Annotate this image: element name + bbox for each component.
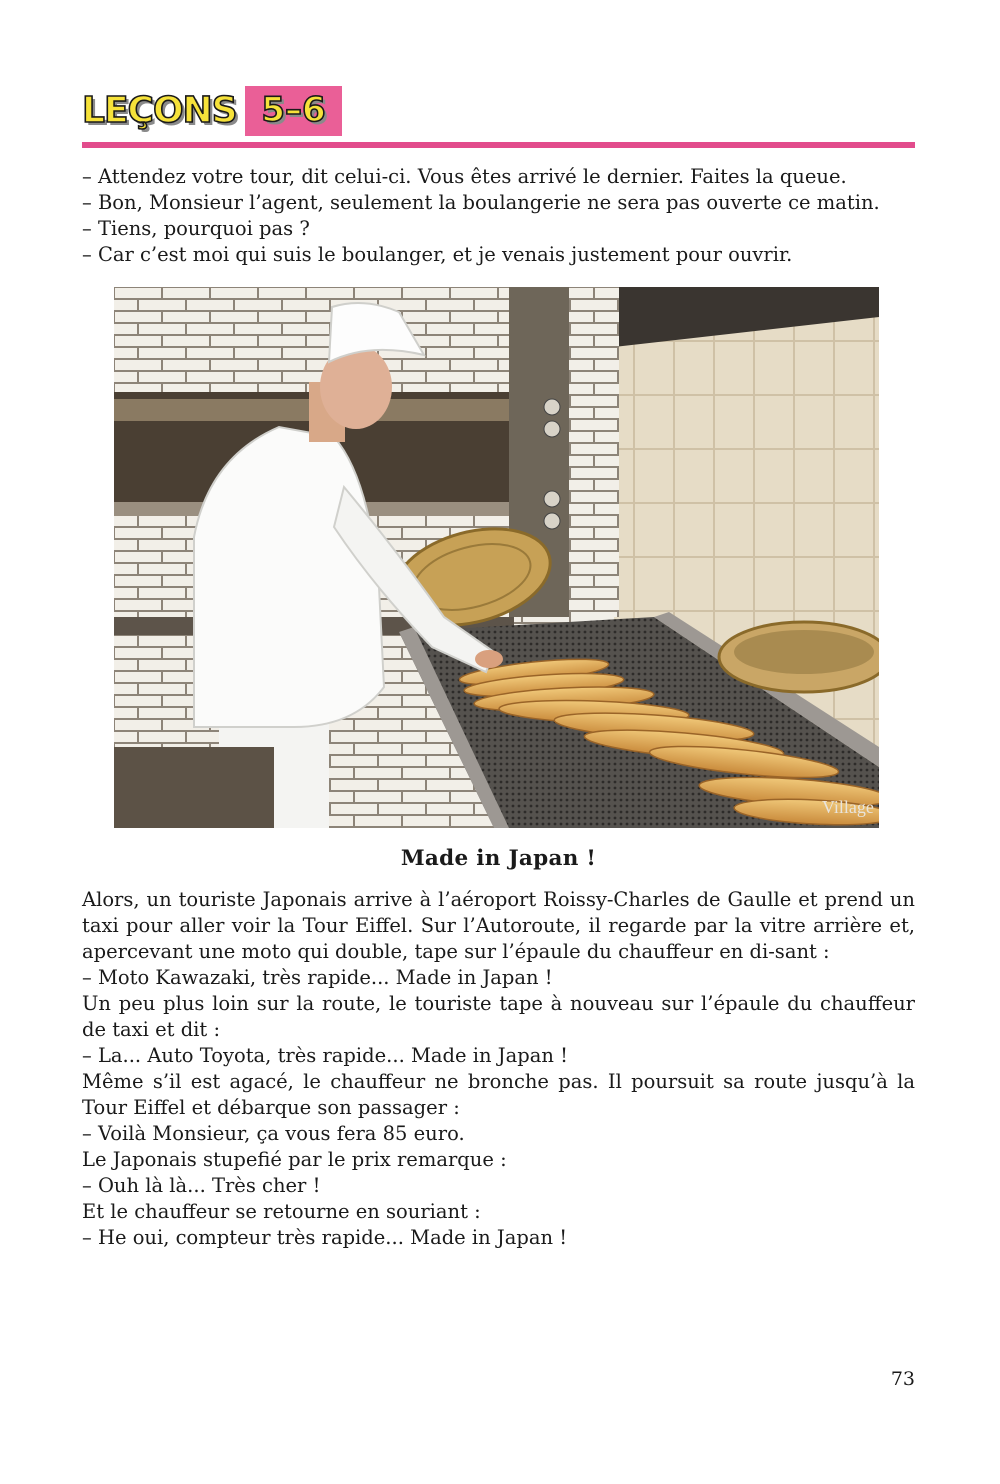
header-rule <box>82 142 915 148</box>
story-paragraph: Un peu plus loin sur la route, le touriste tape à nouveau sur l’épaule du chauffeur de taxi et dit : <box>82 992 915 1041</box>
story-paragraph: Le Japonais stupefié par le prix remarque : <box>82 1148 507 1171</box>
section-title: LEÇONS <box>82 90 237 131</box>
story-paragraph: – Moto Kawazaki, très rapide... Made in Japan ! <box>82 966 553 989</box>
story-paragraph: Même s’il est agacé, le chauffeur ne bronche pas. Il poursuit sa route jusqu’à la Tour Eiffel et débarque son passager : <box>82 1070 915 1119</box>
page-number: 73 <box>890 1368 915 1390</box>
lesson-number: 5–6 <box>261 90 326 130</box>
baker-photo <box>114 287 879 828</box>
dialogue-line: – Attendez votre tour, dit celui-ci. Vous êtes arrivé le dernier. Faites la queue. <box>82 165 847 188</box>
story-body <box>82 887 915 1251</box>
lesson-number-badge <box>245 86 342 136</box>
photo-watermark: Village <box>822 797 874 817</box>
story-paragraph: Et le chauffeur se retourne en souriant : <box>82 1200 481 1223</box>
story-paragraph: – Ouh là là... Très cher ! <box>82 1174 321 1197</box>
story-paragraph: – He oui, compteur très rapide... Made in Japan ! <box>82 1226 568 1249</box>
dialogue-line: – Tiens, pourquoi pas ? <box>82 217 310 240</box>
story-paragraph: Alors, un touriste Japonais arrive à l’aéroport Roissy-Charles de Gaulle et prend un taxi pour aller voir la Tour Eiffel. Sur l’Autoroute, il regarde par la vitre arrière et, apercevant une moto qui double, tape sur l’épaule du chauffeur en di-sant : <box>82 888 915 963</box>
dialogue-line: – Car c’est moi qui suis le boulanger, et je venais justement pour ouvrir. <box>82 243 793 266</box>
dialogue-block <box>82 164 922 268</box>
story-title: Made in Japan ! <box>400 846 597 871</box>
dialogue-line: – Bon, Monsieur l’agent, seulement la boulangerie ne sera pas ouverte ce matin. <box>82 191 880 214</box>
story-paragraph: – La... Auto Toyota, très rapide... Made in Japan ! <box>82 1044 568 1067</box>
story-paragraph: – Voilà Monsieur, ça vous fera 85 euro. <box>82 1122 465 1145</box>
